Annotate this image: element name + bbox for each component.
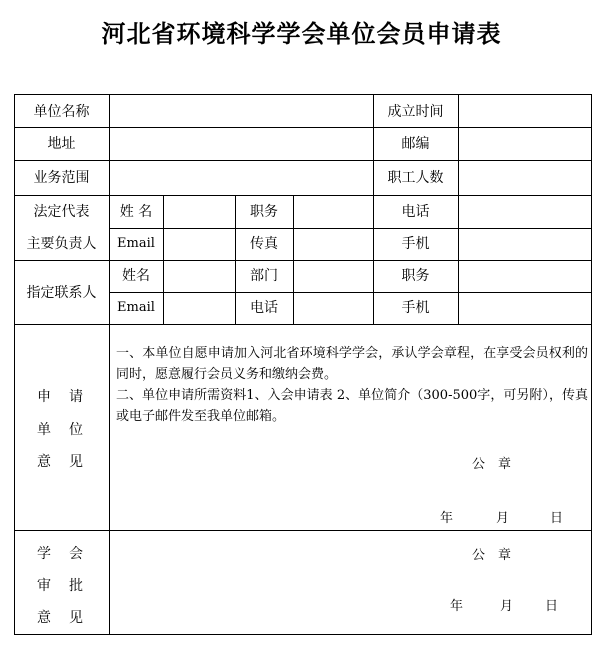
legal-phone-label: 电话 xyxy=(401,204,430,220)
legal-position-label: 职务 xyxy=(250,204,278,220)
review-label-char: 意 xyxy=(37,610,51,626)
business-scope-field[interactable] xyxy=(110,161,373,195)
contact-dept-label: 部门 xyxy=(250,268,278,284)
contact-phone-label: 电话 xyxy=(250,300,278,316)
legal-position-field[interactable] xyxy=(294,196,373,228)
label-unit-name: 单位名称 xyxy=(33,104,90,120)
label-main-head: 主要负责人 xyxy=(26,236,97,252)
apply-label-char: 请 xyxy=(69,389,83,405)
legal-name-field[interactable] xyxy=(164,196,235,228)
contact-phone-field[interactable] xyxy=(294,293,373,324)
contact-email-label: Email xyxy=(117,300,155,315)
apply-statement: 一、本单位自愿申请加入河北省环境科学学会，承认学会章程，在享受会员权利的同时，愿意履行会员义务和缴纳会费。 xyxy=(116,346,588,382)
legal-email-field[interactable] xyxy=(164,229,235,260)
label-staff-count: 职工人数 xyxy=(387,170,444,186)
label-business-scope: 业务范围 xyxy=(33,170,90,186)
label-address: 地址 xyxy=(47,136,76,152)
apply-label-char: 位 xyxy=(69,422,83,438)
review-date-year: 年 xyxy=(450,599,464,614)
review-label-char: 会 xyxy=(69,546,83,562)
contact-email-field[interactable] xyxy=(164,293,235,324)
unit-name-field[interactable] xyxy=(110,95,373,127)
legal-mobile-label: 手机 xyxy=(401,236,430,252)
legal-mobile-field[interactable] xyxy=(459,229,591,260)
contact-name-field[interactable] xyxy=(164,261,235,292)
legal-email-label: Email xyxy=(117,236,155,251)
label-postcode: 邮编 xyxy=(401,136,430,152)
contact-position-label: 职务 xyxy=(401,268,430,284)
address-field[interactable] xyxy=(110,128,373,160)
apply-seal: 公 章 xyxy=(472,457,512,472)
apply-materials: 二、单位申请所需资料1、入会申请表 2、单位简介（300-500字，可另附），传真或电子邮件发至我单位邮箱。 xyxy=(116,388,588,424)
legal-name-label: 姓 名 xyxy=(119,204,153,220)
review-date-day: 日 xyxy=(545,599,559,614)
review-date-month: 月 xyxy=(500,599,514,614)
legal-phone-field[interactable] xyxy=(459,196,591,228)
label-legal-rep: 法定代表 xyxy=(33,204,90,220)
apply-date-year: 年 xyxy=(440,511,454,526)
apply-label-char: 意 xyxy=(37,454,51,470)
legal-fax-field[interactable] xyxy=(294,229,373,260)
page-title: 河北省环境科学学会单位会员申请表 xyxy=(101,20,502,48)
apply-date-day: 日 xyxy=(550,511,564,526)
contact-name-label: 姓名 xyxy=(122,268,150,284)
postcode-field[interactable] xyxy=(459,128,591,160)
apply-label-char: 申 xyxy=(37,389,51,405)
review-label-char: 学 xyxy=(37,546,51,562)
contact-mobile-label: 手机 xyxy=(401,300,430,316)
review-label-char: 审 xyxy=(37,578,51,594)
apply-date-month: 月 xyxy=(496,511,510,526)
contact-position-field[interactable] xyxy=(459,261,591,292)
contact-dept-field[interactable] xyxy=(294,261,373,292)
label-contact: 指定联系人 xyxy=(26,285,97,301)
apply-label-char: 单 xyxy=(37,422,51,438)
review-seal: 公 章 xyxy=(472,548,512,563)
apply-label-char: 见 xyxy=(69,454,83,470)
staff-count-field[interactable] xyxy=(459,161,591,195)
founded-field[interactable] xyxy=(459,95,591,127)
label-founded: 成立时间 xyxy=(387,104,444,120)
legal-fax-label: 传真 xyxy=(250,236,278,252)
contact-mobile-field[interactable] xyxy=(459,293,591,324)
review-label-char: 见 xyxy=(69,610,83,626)
review-label-char: 批 xyxy=(69,578,83,594)
